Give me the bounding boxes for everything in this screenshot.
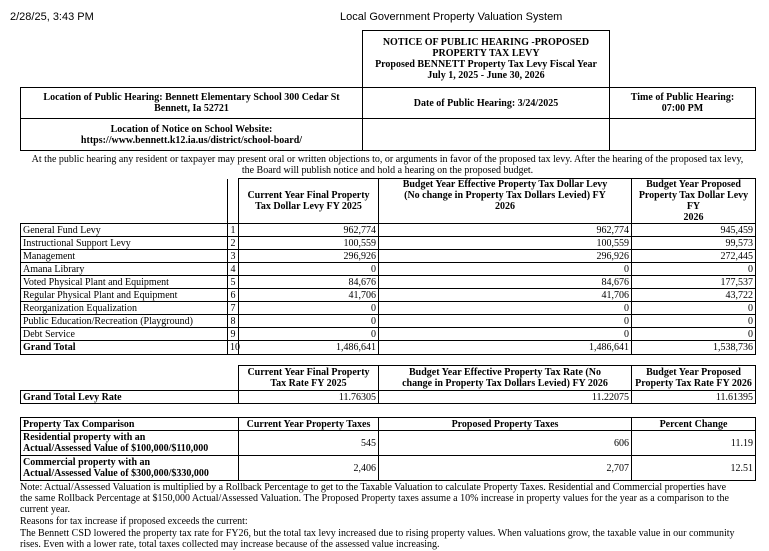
hearing-header-table <box>20 30 756 151</box>
website-location: Location of Notice on School Website: https://www.bennett.k12.ia.us/district/school-board/ <box>21 119 363 151</box>
rate-effective: 11.22075 <box>379 391 632 404</box>
grand-total-label: Grand Total <box>21 341 228 355</box>
levy-row-effective: 0 <box>379 263 632 276</box>
valuation-note: Note: Actual/Assessed Valuation is multiplied by a Rollback Percentage to get to the Taxable Valuation to calculate Property Taxes. Residential and Commercial properties have the same Rollback Percentage at $150,000 Actual/Assessed Valuation. The Proposed Property taxes assume a 10% increase in property values for the year as a comparison to the current year. <box>20 482 729 515</box>
levy-row-current: 41,706 <box>239 289 379 302</box>
levy-row-label: Voted Physical Plant and Equipment <box>21 276 228 289</box>
levy-row-label: Management <box>21 250 228 263</box>
levy-col-proposed-header: Budget Year Proposed Property Tax Dollar Levy FY 2026 <box>632 179 756 224</box>
levy-row-label: Instructional Support Levy <box>21 237 228 250</box>
levy-row-num: 7 <box>228 302 239 315</box>
levy-row-label: Regular Physical Plant and Equipment <box>21 289 228 302</box>
blank-cell <box>610 119 756 151</box>
notice-title: NOTICE OF PUBLIC HEARING -PROPOSED PROPERTY TAX LEVY Proposed BENNETT Property Tax Levy Fiscal Year July 1, 2025 - June 30, 2026 <box>363 31 610 88</box>
levy-row-label: Reorganization Equalization <box>21 302 228 315</box>
hearing-time: Time of Public Hearing: 07:00 PM <box>610 88 756 119</box>
intro-paragraph: At the public hearing any resident or taxpayer may present oral or written objections to, or arguments in favor of the proposed tax levy. After the hearing of the proposed tax levy, the Board will publish notice and hold a hearing on the proposed budget. <box>31 154 744 176</box>
rate-row-label: Grand Total Levy Rate <box>21 391 239 404</box>
blank-cell <box>21 179 228 224</box>
comparison-col-proposed: Proposed Property Taxes <box>379 418 632 431</box>
levy-row <box>21 237 756 250</box>
levy-row-effective: 0 <box>379 328 632 341</box>
levy-table <box>20 178 756 355</box>
levy-row-proposed: 945,459 <box>632 224 756 237</box>
blank-cell <box>21 366 239 391</box>
levy-row <box>21 250 756 263</box>
levy-row-current: 962,774 <box>239 224 379 237</box>
levy-row-label: Public Education/Recreation (Playground) <box>21 315 228 328</box>
levy-row-current: 0 <box>239 315 379 328</box>
levy-col-current-header: Current Year Final Property Tax Dollar Levy FY 2025 <box>239 179 379 224</box>
levy-row-effective: 0 <box>379 315 632 328</box>
comparison-header-label: Property Tax Comparison <box>21 418 239 431</box>
print-page-title: Local Government Property Valuation System <box>340 11 563 23</box>
levy-row-proposed: 0 <box>632 315 756 328</box>
blank-cell <box>610 31 756 88</box>
levy-row-num: 1 <box>228 224 239 237</box>
grand-total-effective: 1,486,641 <box>379 341 632 355</box>
comparison-row-label: Residential property with an Actual/Assessed Value of $100,000/$110,000 <box>21 431 239 456</box>
levy-row-effective: 100,559 <box>379 237 632 250</box>
rate-proposed: 11.61395 <box>632 391 756 404</box>
levy-row-current: 0 <box>239 263 379 276</box>
levy-col-effective-header: Budget Year Effective Property Tax Dollar Levy (No change in Property Tax Dollars Levied) FY 2026 <box>379 179 632 224</box>
levy-row-proposed: 43,722 <box>632 289 756 302</box>
comparison-row-change: 11.19 <box>632 431 756 456</box>
levy-row-proposed: 99,573 <box>632 237 756 250</box>
reasons-text: The Bennett CSD lowered the property tax rate for FY26, but the total tax levy increased due to rising property values. When valuations grow, the taxable value in our community rises. Even with a lower rate, total taxes collected may increase because of the assessed value increasing. <box>20 528 735 550</box>
levy-row-effective: 962,774 <box>379 224 632 237</box>
grand-total-proposed: 1,538,736 <box>632 341 756 355</box>
rate-current: 11.76305 <box>239 391 379 404</box>
blank-cell <box>363 119 610 151</box>
levy-row-current: 296,926 <box>239 250 379 263</box>
levy-row-current: 100,559 <box>239 237 379 250</box>
comparison-row-change: 12.51 <box>632 456 756 481</box>
comparison-row-proposed: 2,707 <box>379 456 632 481</box>
comparison-col-current: Current Year Property Taxes <box>239 418 379 431</box>
levy-row-num: 4 <box>228 263 239 276</box>
comparison-row <box>21 456 756 481</box>
levy-row-proposed: 0 <box>632 263 756 276</box>
comparison-row-proposed: 606 <box>379 431 632 456</box>
levy-row-num: 2 <box>228 237 239 250</box>
comparison-col-change: Percent Change <box>632 418 756 431</box>
levy-row <box>21 302 756 315</box>
comparison-row-label: Commercial property with an Actual/Assessed Value of $300,000/$330,000 <box>21 456 239 481</box>
levy-row <box>21 289 756 302</box>
levy-row-num: 5 <box>228 276 239 289</box>
blank-cell <box>21 31 363 88</box>
levy-row-num: 8 <box>228 315 239 328</box>
grand-total-current: 1,486,641 <box>239 341 379 355</box>
levy-row-num: 6 <box>228 289 239 302</box>
hearing-date: Date of Public Hearing: 3/24/2025 <box>363 88 610 119</box>
levy-row-current: 0 <box>239 328 379 341</box>
rate-col-current-header: Current Year Final Property Tax Rate FY 2025 <box>239 366 379 391</box>
rate-col-proposed-header: Budget Year Proposed Property Tax Rate FY 2026 <box>632 366 756 391</box>
levy-row <box>21 276 756 289</box>
levy-row <box>21 328 756 341</box>
levy-row-proposed: 177,537 <box>632 276 756 289</box>
comparison-table <box>20 417 756 481</box>
levy-row-effective: 296,926 <box>379 250 632 263</box>
comparison-row-current: 2,406 <box>239 456 379 481</box>
levy-row-current: 84,676 <box>239 276 379 289</box>
levy-row-effective: 41,706 <box>379 289 632 302</box>
levy-row <box>21 263 756 276</box>
comparison-row <box>21 431 756 456</box>
levy-row-num: 3 <box>228 250 239 263</box>
rate-col-effective-header: Budget Year Effective Property Tax Rate (No change in Property Tax Dollars Levied) FY 2026 <box>379 366 632 391</box>
comparison-row-current: 545 <box>239 431 379 456</box>
levy-row-proposed: 272,445 <box>632 250 756 263</box>
reasons-label: Reasons for tax increase if proposed exceeds the current: <box>20 516 248 527</box>
hearing-location: Location of Public Hearing: Bennett Elementary School 300 Cedar St Bennett, Ia 52721 <box>21 88 363 119</box>
blank-cell <box>228 179 239 224</box>
print-datetime: 2/28/25, 3:43 PM <box>10 11 94 23</box>
levy-row-num: 9 <box>228 328 239 341</box>
levy-row-label: Amana Library <box>21 263 228 276</box>
rate-table <box>20 365 756 404</box>
levy-row-label: Debt Service <box>21 328 228 341</box>
levy-row <box>21 224 756 237</box>
levy-row-current: 0 <box>239 302 379 315</box>
grand-total-num: 10 <box>228 341 239 355</box>
levy-row-proposed: 0 <box>632 302 756 315</box>
website-link[interactable]: https://www.bennett.k12.ia.us/district/school-board/ <box>80 134 303 146</box>
levy-row-proposed: 0 <box>632 328 756 341</box>
levy-row <box>21 315 756 328</box>
levy-row-label: General Fund Levy <box>21 224 228 237</box>
levy-row-effective: 84,676 <box>379 276 632 289</box>
levy-row-effective: 0 <box>379 302 632 315</box>
